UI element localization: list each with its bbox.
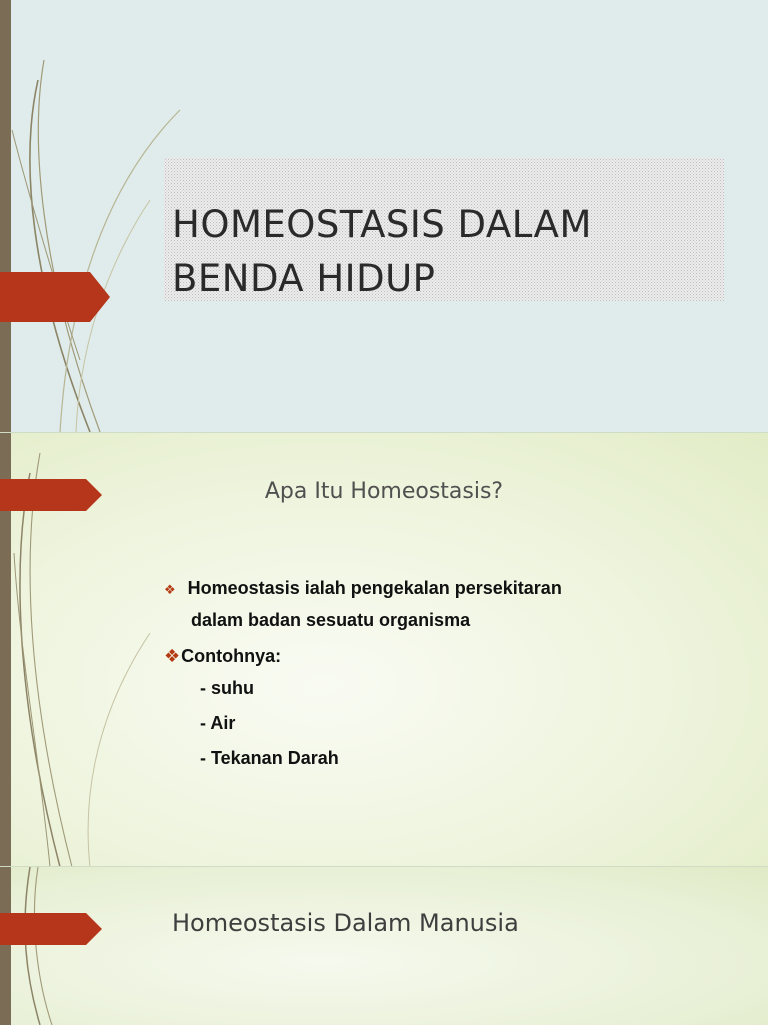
title-box xyxy=(164,158,724,301)
bullet-text: Contohnya: xyxy=(181,646,282,666)
example-item: - Air xyxy=(200,713,236,733)
bullet-text-line1: Homeostasis ialah pengekalan persekitaran xyxy=(187,578,562,598)
slide-1 xyxy=(0,0,768,432)
slide-2 xyxy=(0,432,768,867)
slide-3-heading: Homeostasis Dalam Manusia xyxy=(172,909,519,937)
diamond-bullet-icon: ❖ xyxy=(164,646,181,666)
title-line-1: HOMEOSTASIS DALAM xyxy=(172,203,592,246)
bullet-item xyxy=(164,573,724,635)
arrow-tab xyxy=(0,272,110,322)
slide-2-heading: Apa Itu Homeostasis? xyxy=(264,479,504,504)
example-item: - suhu xyxy=(200,678,254,698)
slide-3 xyxy=(0,866,768,1025)
example-item: - Tekanan Darah xyxy=(200,748,339,768)
diamond-bullet-icon: ❖ xyxy=(164,582,176,597)
arrow-tab xyxy=(0,913,102,945)
title-line-2: BENDA HIDUP xyxy=(172,257,436,300)
bullet-item xyxy=(164,641,724,671)
decorative-swoosh xyxy=(0,867,220,1025)
bullet-text-line2: dalam badan sesuatu organisma xyxy=(191,610,471,630)
bullet-list xyxy=(164,573,724,776)
